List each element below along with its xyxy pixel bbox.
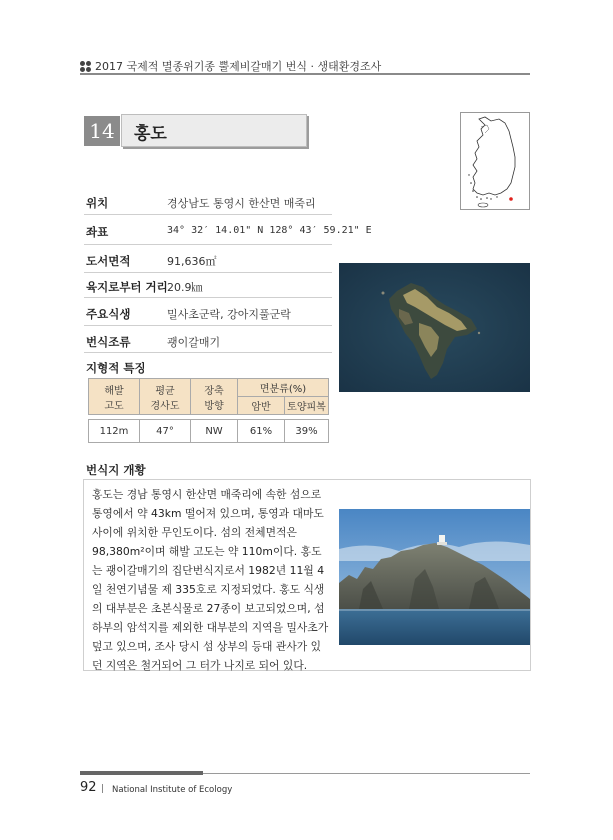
cell-axis: NW	[191, 420, 238, 443]
row-divider	[84, 272, 332, 273]
header-soil: 토양피복	[285, 397, 329, 415]
paragraph-line: 98,380m²이며 해발 고도는 약 110m이다. 홍도	[92, 545, 322, 558]
bullet-dots-icon	[80, 61, 91, 72]
page-number: 92	[80, 780, 97, 795]
habitat-heading: 번식지 개황	[86, 463, 146, 477]
paragraph-line: 홍도는 경남 통영시 한산면 매죽리에 속한 섬으로	[92, 488, 322, 501]
header-axis: 장축 방향	[191, 379, 238, 415]
habitat-paragraph	[92, 485, 333, 675]
header-slope: 평균 경사도	[140, 379, 191, 415]
cell-soil: 39%	[285, 420, 329, 443]
paragraph-line: 의 대부분은 초본식물로 27종이 보고되었으며, 섬	[92, 602, 325, 615]
label-distance: 육지로부터 거리	[86, 280, 168, 294]
value-breeding-birds: 괭이갈매기	[167, 336, 221, 349]
section-title-box	[121, 114, 307, 147]
value-vegetation: 밀사초군락, 강아지풀군락	[167, 308, 291, 321]
row-divider	[84, 325, 332, 326]
row-divider	[84, 244, 332, 245]
header-surface: 면분류(%)	[238, 379, 329, 397]
paragraph-line: 하부의 암석지를 제외한 대부분의 지역을 밀사초가	[92, 621, 329, 634]
korea-map-icon	[461, 113, 529, 209]
label-vegetation: 주요식생	[86, 307, 131, 321]
header-rock: 암반	[238, 397, 285, 415]
paragraph-line: 덮고 있으며, 조사 당시 섬 상부의 등대 관사가 있	[92, 640, 322, 653]
section-number: 14	[84, 116, 120, 146]
paragraph-line: 사이에 위치한 무인도이다. 섬의 전체면적은	[92, 526, 297, 539]
label-location: 위치	[86, 196, 109, 210]
aerial-photo	[339, 263, 530, 392]
value-distance: 20.9㎞	[167, 281, 203, 294]
header-elevation: 해발 고도	[89, 379, 140, 415]
paragraph-line: 는 괭이갈매기의 집단번식지로서 1982년 11월 4	[92, 564, 325, 577]
cell-slope: 47°	[140, 420, 191, 443]
footer-separator: |	[101, 784, 105, 794]
label-coordinates: 좌표	[86, 225, 109, 239]
value-coordinates: 34° 32′ 14.01" N 128° 43′ 59.21" E	[167, 225, 372, 236]
paragraph-line: 통영에서 약 43km 떨어져 있으며, 통영과 대마도	[92, 507, 324, 520]
cell-rock: 61%	[238, 420, 285, 443]
korea-locator-map	[460, 112, 530, 210]
paragraph-line: 던 지역은 철거되어 그 터가 나지로 되어 있다.	[92, 659, 308, 672]
row-divider	[84, 352, 332, 353]
island-photo	[339, 509, 530, 645]
location-marker	[509, 197, 513, 201]
topography-table	[88, 378, 329, 443]
footer-institute: National Institute of Ecology	[112, 785, 233, 795]
paragraph-line: 일 천연기념물 제 335호로 지정되었다. 홍도 식생	[92, 583, 325, 596]
topography-heading: 지형적 특징	[86, 361, 146, 375]
row-divider	[84, 297, 332, 298]
footer-accent-bar	[80, 771, 203, 775]
row-divider	[84, 214, 332, 215]
label-area: 도서면적	[86, 254, 131, 268]
label-breeding-birds: 번식조류	[86, 335, 131, 349]
value-area: 91,636㎡	[167, 255, 217, 268]
running-header	[80, 58, 381, 74]
header-title: 2017 국제적 멸종위기종 뿔제비갈매기 번식 · 생태환경조사	[95, 60, 382, 73]
cell-elevation: 112m	[89, 420, 140, 443]
value-location: 경상남도 통영시 한산면 매죽리	[167, 197, 316, 210]
section-title: 홍도	[134, 124, 167, 144]
header-divider	[80, 73, 530, 75]
